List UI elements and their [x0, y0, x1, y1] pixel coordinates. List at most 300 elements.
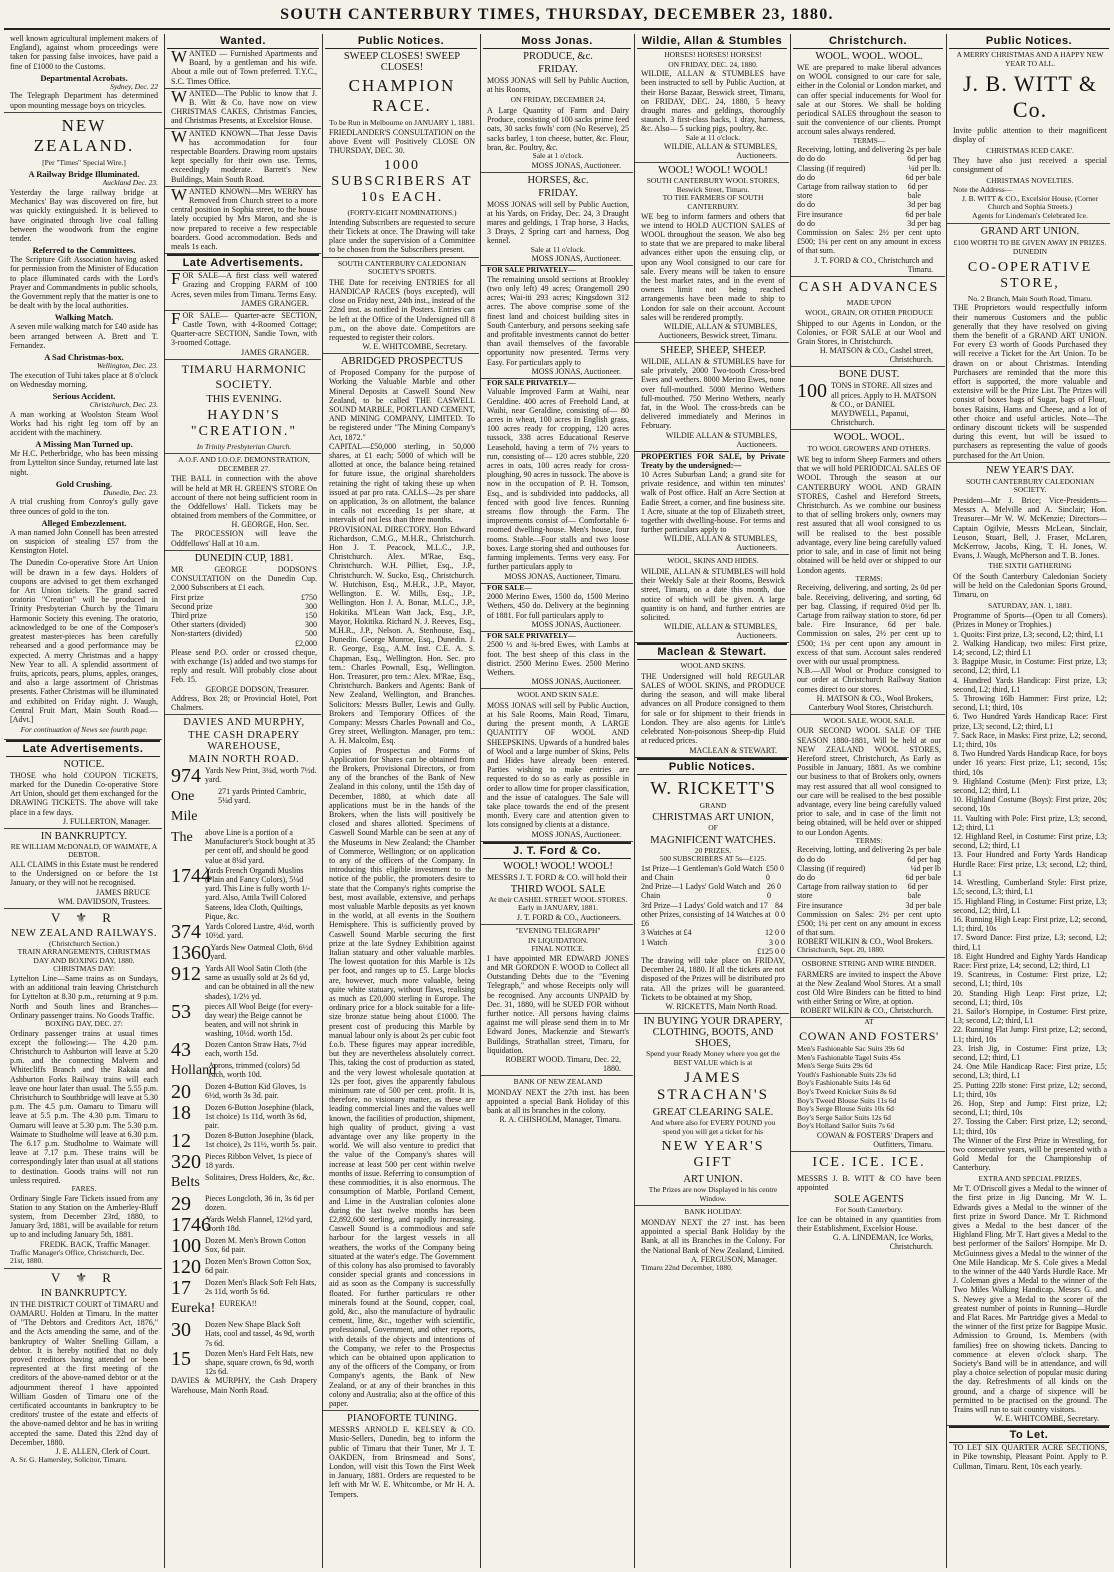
window-text: The Prizes are now Displayed in his centre Window. [648, 1185, 778, 1203]
list-item: 12. Highland Reel, in Costume: First prize, L3; second, L2; third, L1 [953, 832, 1107, 851]
champion-sub: To be Run in Melbourne on JANUARY 1, 1881. [329, 118, 475, 127]
row-value: 6d per bale [905, 172, 941, 182]
wanted-ad-2 [165, 86, 321, 129]
piano-body: MESSRS ARNOLD E. KELSEY & CO. Music-Sellers, Dunedin, beg to inform the public of Timaru that their Tuner, Mr J. T. OAKDEN, from Brinsmead and Sons', London, will visit this Town the First Week in January, 1881. Orders are requested to be left with Mr W. E. Whitcombe, or Mr H. A. Tempers. [329, 1425, 475, 1499]
davies-footer: DAVIES & MURPHY, the Cash Drapery Warehouse, Main North Road. [171, 1376, 317, 1395]
private-2-body: Valuable Improved Farm at Waihi, near Geraldine. 400 acres of Freehold Land, at Waihi, near Geraldine, consisting of— 80 acres in wheat, 100 acres in English grass, 100 acres ready for cropping, 120 acres tussock, 338 acres Educational Reserve Leasehold, having a term of 7½ years to run, consisting of— 120 acres stubble, 220 acres in oats, 100 acres ready for cross-ploughing, 90 acres in tussock. The above is now in the occupation of P. H. Tomson, Esq., and is subdivided into paddocks, all fenced with good live fences. Running streams flow through the Farm. The improvements consist of— Comfortable 6-roomed dwelling-house. Men's house, four rooms. Stable—Four stalls and two loose boxes. Large storing shed and outhouses for farming implements. Terms very easy. For further particulars apply to [487, 387, 629, 572]
bone-heading: BONE DUST. [838, 369, 900, 381]
for-south-canterbury: For South Canterbury. [835, 1205, 903, 1215]
table-row [797, 154, 941, 163]
boxing-day-heading: BOXING DAY, DEC. 27: [45, 1018, 123, 1028]
new-years-gift: NEW YEAR'S GIFT [661, 1139, 765, 1171]
row-label: do do do [797, 854, 825, 864]
wool-sale-body: OUR SECOND WOOL SALE OF THE SEASON 1880-1881, Will be held at our NEW ZEALAND WOOL STORES, Hereford street, Christchurch, As Early as Possible in January, 1881. As we combine our business to that of Brokers only, owners may rest assured that all wool consigned to our care will be realised to the best possible advantage, every line being carefully valued prior to sale, and in case of the limit not being obtained, will be held over or shipped to our London Agents. [797, 726, 941, 837]
programme: Programme of Sports—(Open to all Comers). (Prizes in Money or Trophies.) [953, 611, 1107, 630]
wildie-wool-body: WE beg to inform farmers and others that we intend to HOLD AUCTION SALES of WOOL throughout the season. We also beg to state that we are prepared to make liberal advances either upon the ensuing clip, or upon any Wool consigned to our care for sale. Every means will be taken to ensure the best market rates, and in the event of owners limit not being reached arrangements have been made to ship to London for sale on their account. Account sales will be rendered promptly. [641, 211, 785, 322]
list-item [171, 1131, 317, 1151]
private-2-heading: FOR SALE PRIVATELY— [487, 377, 576, 387]
list-item: 23. Irish Jig, in Costume: First prize, L3; second, L2; third, L1 [953, 1043, 1107, 1062]
row-value: 6d per bale [905, 209, 941, 219]
piano-tuning-ad [323, 1413, 479, 1501]
bone-body: TONS in STORE. All sizes and all prices. Apply to H. MATSON & CO., or DANIEL MAYDWELL, Papanui, Christchurch. [831, 381, 937, 428]
cup-total: £2,000 [295, 638, 317, 648]
row-label: Classing (if required) [797, 163, 866, 173]
piano-heading: PIANOFORTE TUNING. [346, 1413, 457, 1425]
bone-dust-ad [791, 369, 945, 430]
item-text: Pieces Ribbon Velvet, 1s piece of 18 yards. [205, 1152, 312, 1171]
fares-signature: FREDK. BACK, Traffic Manager. [39, 1239, 150, 1249]
christchurch-title: Christchurch. [793, 34, 943, 49]
wanted-4-text: WANTED KNOWN—Mrs WERRY has Removed from Church street to a more central position in Sophia street, to the house lately occupied by Mrs Maron, and she is now prepared to receive a few respectable boarders. Good accommodation. Beds and meals 1s each. [171, 184, 317, 252]
wanted-ad-1 [165, 49, 321, 89]
ford-signature: J. T. FORD & CO., Auctioneers. [516, 912, 621, 922]
wildie-horses-heading: HORSES! HORSES! HORSES! [664, 50, 762, 59]
made-upon: MADE UPON [846, 297, 892, 307]
list-item: 8. Two Hundred Yards Handicap Race, for boys under 16 years: First prize, L1; second, 15s; third, 10s [953, 749, 1107, 777]
row-value: £50 0 0 [765, 863, 784, 883]
aof-heading: A.O.F. AND I.O.O.F. DEMONSTRATION, DECEMBER 27. [178, 455, 310, 473]
list-item [171, 1194, 317, 1214]
xmas-heading: A Sad Christmas-box. [44, 352, 124, 363]
produce-day: FRIDAY. [538, 64, 578, 75]
christmas-day-heading: CHRISTMAS DAY: [53, 964, 115, 974]
list-item [171, 1320, 317, 1348]
sc-society-heading: SOUTH CANTERBURY CALEDONIAN SOCIETY. [965, 476, 1095, 495]
bone-row [797, 381, 941, 427]
list-item: 18. Eight Hundred and Eighty Yards Handicap Race: First prize, L4; second, L2; third, L1 [953, 951, 1107, 970]
coop-body: THE Proprietors would respectfully inform their numerous Customers and the public generally that they have resolved on giving them the benefit of a GRAND ART UNION. For every £3 worth of Goods Purchased they will receive a Ticket for the Art Union. To be drawn on or about Christmas. Intending Purchasers are reminded that the more this effort is supported, the more valuable and extensive will be the Prize List. The Prizes will consist of boxes bags of Sugar, bags of Flour, boxes Raisins, Hams and Cheese, and a lot of other choice and useful articles. Note—The ordinary discount tickets will be suspended during this event, but will be issued to purchasers as representing the value of goods purchased for the Art Union. [953, 303, 1107, 460]
list-item: Boy's Fashionable Suits 14s 6d [797, 1078, 891, 1088]
table-row [797, 164, 941, 173]
wanted-ad-3 [165, 126, 321, 187]
maclean-heading: WOOL AND SKINS. [680, 661, 746, 671]
list-item [171, 943, 317, 963]
list-item: Boy's Tweed Blouse Suits 11s 6d [797, 1095, 897, 1105]
item-text: above Line is a portion of a Manufacturer's Stock bought at 35 per cent off, and should be good value at 8¼d yard. [205, 827, 316, 865]
list-item: 6. Two Hundred Yards Handicap Race: First prize, L3; second, L2; third, L1 [953, 712, 1107, 731]
skins-signature: WILDIE, ALLAN & STUMBLES, Auctioneers. [663, 622, 777, 641]
wildie-sheep-heading: SHEEP, SHEEP, SHEEP. [660, 345, 766, 357]
column-3 [322, 34, 479, 1568]
list-item [171, 866, 317, 921]
osborne-body: FARMERS are invited to inspect the Above at the New Zealand Wool Stores. At a small cost Old Wire Binders can be fitted to bind with either String or Wire, at option. [797, 969, 941, 1007]
accident-dateline: Christchurch, Dec. 23. [89, 400, 158, 410]
wilkin-signature: ROBERT WILKIN & CO., Wool Brokers. [797, 937, 933, 947]
produce-items: A Large Quantity of Farm and Dairy Produce, consisting of 100 sacks prime feed oats, 30 sacks fowls' corn (No Reserve), 25 sacks barley, 1 ton cheese, butter, &c. Flour, bran, &c. Poultry, &c. [487, 106, 629, 152]
cash-body: Shipped to our Agents in London, or the Colonies, or FOR SALE at our Wool and Grain Stores, in Christchurch. [797, 318, 941, 347]
ice-text: Ice can be obtained in any quantities from their Establishment, Excelsior House. [797, 1214, 941, 1234]
aof-signature: H. GEORGE, Hon. Sec. [231, 520, 309, 530]
table-row [797, 873, 941, 882]
osborne-heading: OSBORNE STRING AND WIRE BINDER. [801, 958, 937, 968]
item-text: 271 yards Printed Cambric, 5¼d yard. [218, 786, 307, 806]
cf-signature: COWAN & FOSTERS' Drapers and Outfitters, Timaru. [816, 1130, 933, 1149]
union-body: The Dunedin Co-operative Store Art Union will be drawn in a few days. Holders of coupons are advised to get them exchanged for Art Union tickets. The grand sacred oratorio "Creation" will be produced in Trinity Presbyterian Church by the Timaru Harmonic Society this evening. The oratorio, acknowledged to be one of the Composer's greatest master-pieces has been carefully rehearsed and a good performance may be expected. A merry Christmas and a happy New Year to all. A splendid assortment of fruits, apricots, pears, plums, apples, oranges, and also a large assortment of Christmas presents. Father Christmas will be illuminated and exhibited on Friday night. J. Waugh, Central Fruit Mart, Main South Road.—[Advt.] [10, 558, 158, 724]
cup-address: Address, Box 28; or Provincial Hotel, Port Chalmers. [171, 693, 317, 712]
bankruptcy-2-signature: J. E. ALLEN, Clerk of Court. [55, 1447, 150, 1457]
wildie-sheep-signature: WILDIE ALLAN & STUMBLES, Auctioneers. [665, 430, 777, 449]
cup-note: Please send P.O. order or crossed cheque, with exchange (1s) added and two stamps for reply and result. Will probably close about Feb. 15. [171, 647, 317, 685]
main-north-road: MAIN NORTH ROAD. [188, 753, 300, 765]
buying-heading: IN BUYING YOUR DRAPERY, CLOTHING, BOOTS, AND SHOES, [643, 1015, 783, 1049]
row-value: 12 0 0 [765, 928, 785, 938]
item-number: 12 [171, 1130, 191, 1153]
wanted-1-text: WANTED — Furnished Apartments and Board, by a gentleman and his wife. About a mile out of Town preferred. T.Y.C., S.C. Times Office. [171, 47, 317, 86]
rail-body: Yesterday the large railway bridge at Mechanics' Bay was discovered on fire, but was quickly extinguished. It is believed to have originated through live coal falling between the woodwork from the engine tender. [10, 188, 158, 244]
telegraph-body: I have appointed MR EDWARD JONES and MR GORDON F. WOOD to Collect all Outstanding Debts due to the "Evening Telegraph," and whose Receipts only will be recognised. Any accounts UNPAID by Dec. 31, 1880, will be SUED FOR without further notice. All persons having claims against me will please send them in to Mr Edward Jones, Mackenzie and Stewart's Buildings, Strathallan street, Timaru, for liquidation. [487, 953, 629, 1055]
notice-body: THOSE who hold COUPON TICKETS, marked for the Dunedin Co-operative Store Art Union, should get them exchanged for the DRAWING TICKETS. The above will take place in a few days. [10, 770, 158, 817]
missing-heading: A Missing Man Turned up. [35, 439, 133, 450]
item-number: 17 [171, 1277, 191, 1300]
cup-heading: DUNEDIN CUP, 1881. [194, 552, 294, 564]
wildie-title: Wildie, Allan & Stumbles [637, 34, 787, 49]
item-text: Yards New Oatmeal Cloth, 6½d yard. [210, 942, 313, 962]
list-item: 10. Highland Costume (Boys): First prize, 20s; second, 10s [953, 795, 1107, 814]
harmonic-society-ad [165, 362, 321, 455]
table-row [797, 855, 941, 864]
railways-section: (Christchurch Section.) [49, 938, 119, 948]
list-item [171, 1040, 317, 1060]
table-row [171, 611, 317, 620]
cc-terms-list [797, 145, 941, 228]
cowan-fosters-ad [791, 1018, 945, 1152]
properties-heading: PROPERTIES FOR SALE, by Private Treaty by the undersigned:— [641, 451, 785, 470]
growers-heading: TO WOOL GROWERS AND OTHERS. [807, 444, 931, 454]
row-value: 3 0 0 [769, 937, 785, 947]
grand-art-union: GRAND ART UNION. [980, 225, 1080, 237]
cf-list [797, 1045, 941, 1131]
late-ads-title: Late Advertisements. [6, 740, 160, 757]
table-row [797, 182, 941, 200]
horses-body: MOSS JONAS will sell by Public Auction, at his Yards, on Friday, Dec. 24, 3 Draught mares and geldings, 1 Trap horse, 3 Hacks, 3 Drays, 2 Spring cart and harness, Dog kennel. [487, 199, 629, 246]
column-6 [790, 34, 945, 1568]
winner-text: The Winner of the First Prize in Wrestling, for two consecutive years, will be presented with a Gold Medal for the Championship of Canterbury. [953, 1135, 1107, 1173]
item-text: Yards Welsh Flannel, 12½d yard, worth 18d. [206, 1215, 313, 1234]
sweep-ad [323, 51, 479, 258]
table-row [171, 629, 317, 638]
coupon-notice [4, 759, 162, 829]
item-number: 15 [171, 1347, 191, 1370]
bankruptcy-1-body: ALL CLAIMS in this Estate must be rendered to the Undersigned on or before the 1st January, or they will not be recognised. [10, 859, 158, 888]
wildie-horses-on: ON FRIDAY, DEC. 24, 1880. [668, 59, 758, 69]
list-item: 24. One Mile Handicap Race: First prize, L5; second, L3; third, L1 [953, 1062, 1107, 1081]
item-number: 912 [171, 962, 201, 985]
ricketts-grand: GRAND [699, 800, 727, 810]
sole-agents: SOLE AGENTS [834, 1194, 904, 1206]
ricketts-heading: W. RICKETT'S [650, 777, 776, 798]
row-label: do do [797, 218, 815, 228]
commission-2: Commission on Sales: 2½ per cent upto £500; 1¼ per cent on any amount in excess of that sum. [797, 909, 941, 938]
row-value: 6d per bale [907, 882, 928, 901]
walk-heading: Walking Match. [54, 312, 114, 323]
item-number: 18 [171, 1101, 191, 1124]
newspaper-title: SOUTH CANTERBURY TIMES, THURSDAY, DECEMBER 23, 1880. [280, 6, 834, 23]
list-item: 26. Hop, Step and Jump: First prize, L2; second, L1; third, 10s [953, 1098, 1107, 1118]
masthead-rule [4, 28, 1110, 30]
row-label: Second prize [171, 601, 213, 611]
table-row [797, 864, 941, 873]
wool-skin-sale-ad [481, 691, 633, 841]
bankruptcy-1-sub: RE WILLIAM McDONALD, OF WAIMATE, A DEBTOR. [10, 841, 158, 860]
xmas-body: The execution of Tuhi takes place at 8 o'clock on Wednesday morning. [10, 370, 158, 389]
row-value: 6d per bag [907, 854, 941, 864]
ricketts-subs: 500 SUBSCRIBERS AT 5s—£125. [659, 854, 767, 864]
new-years-day: NEW YEAR'S DAY. [986, 464, 1074, 476]
bank-holiday-heading: BANK HOLIDAY. [684, 1207, 742, 1217]
row-label: do do [797, 200, 815, 210]
newspaper-page [4, 34, 1110, 1568]
row-value: ¼d per lb. [908, 163, 941, 173]
davies-murphy-ad [165, 717, 321, 1397]
dunedin-cup-ad [165, 553, 321, 715]
friedlander-text: FRIEDLANDER'S CONSULTATION on the above Event will Positively CLOSE ON THURSDAY, DEC. 30. [329, 127, 475, 155]
notice-signature: J. FULLERTON, Manager. [62, 816, 150, 826]
item-text: Dozen 4-Button Kid Gloves, 1s 6½d, worth 3s 3d. pair. [205, 1081, 307, 1100]
sale-2-text: FOR SALE— Quarter-acre SECTION, Castle Town, with 4-Roomed Cottage; Quarter-acre SECTION, Sandie Town, with 3-roomed Cottage. [171, 308, 317, 348]
bank-holiday-signature: A. FERGUSON, Manager. [691, 1254, 777, 1264]
nz-news [4, 116, 162, 740]
item-text: Solitaires, Dress Holders, &c, &c. [205, 1173, 315, 1183]
saturday-date: SATURDAY, JAN. 1, 1881. [988, 600, 1072, 610]
horses-time: Sale at 11 o'clock. [530, 244, 586, 254]
private-sale-1 [481, 266, 633, 379]
caledonian-gathering-ad [947, 465, 1110, 1426]
wool-skin-heading: WOOL AND SKIN SALE. [517, 690, 599, 700]
item-text: Yards New Print, 3¼d, worth 7½d. yard. [205, 765, 317, 785]
aof-ball-ad [165, 456, 321, 551]
list-item [171, 964, 317, 1001]
maclean-signature: MACLEAN & STEWART. [689, 745, 777, 755]
column-7 [946, 34, 1110, 1568]
late-ads-title-2: Late Advertisements. [167, 254, 319, 271]
cup-prize-list [171, 593, 317, 639]
ice-heading: ICE. ICE. ICE. [812, 1154, 926, 1170]
table-row [797, 219, 941, 228]
produce-date: ON FRIDAY, DECEMBER 24, [510, 95, 606, 105]
list-item: Men's Fashionable Sac Suits 39s 6d [797, 1043, 905, 1053]
coat-of-arms-icon: V ⚜ R [51, 909, 117, 925]
subscribers-heading: 1000 SUBSCRIBERS AT 10s EACH. [331, 158, 473, 206]
ford-wool-heading: WOOL! WOOL! WOOL! [503, 860, 613, 872]
fares-body: Ordinary Single Fare Tickets issued from any Station to any Station on the Amberley-Bluff system, from December 23rd, 1880, to January 3rd, 1881, will be available for return up to and including January 5th, 1881. [10, 1193, 158, 1240]
wool-sale-heading: WOOL SALE. WOOL SALE. [823, 715, 915, 725]
procession-text: The PROCESSION will leave the Oddfellows' Hall at 10 a.m. [171, 529, 317, 548]
ricketts-prize-list [641, 864, 785, 947]
gold-body: A trial crushing from Conroy's gully gave three ounces of gold to the ton. [10, 497, 158, 516]
produce-time: Sale at 1 o'clock. [532, 151, 584, 161]
horses-heading: HORSES, &c. [527, 174, 589, 186]
acro-heading: Departmental Acrobats. [40, 72, 128, 83]
art-union: ART UNION. [683, 1174, 743, 1186]
row-label: 3rd Prize—1 Ladys' Gold watch and 17 other Prizes, consisting of 14 Watches at £6 [641, 900, 771, 929]
osborne-signature: ROBERT WILKIN & CO., Christchurch. [800, 1006, 933, 1016]
sixth-body: Of the South Canterbury Caledonian Society will be held on the Caledonian Sports Ground, Timaru, on [953, 572, 1107, 600]
table-row [797, 200, 941, 209]
cash-signature: H. MATSON & CO., Cashel street, Christchurch. [819, 346, 933, 365]
wildie-wool-signature: WILDIE, ALLAN & STUMBLES, Auctioneers, Beswick street, Timaru. [658, 322, 777, 341]
row-value: £750 [301, 592, 317, 602]
sixth-gathering: THE SIXTH GATHERING [988, 561, 1072, 571]
gold-dateline: Dunedin, Dec. 23. [103, 487, 158, 497]
ricketts-union: CHRISTMAS ART UNION, [652, 812, 774, 824]
list-item: 27. Tossing the Caber: First prize, L2; second, L1; third, 10s [953, 1117, 1107, 1136]
list-item [171, 1349, 317, 1377]
item-text: EUREKA!! [219, 1299, 258, 1309]
gold-heading: Gold Crushing. [55, 478, 113, 489]
sheep-sale-heading: FOR SALE— [487, 582, 532, 592]
nominations: (FORTY-EIGHT NOMINATIONS.) [347, 208, 457, 218]
item-text: Dozen Men's Hard Felt Hats, new shape, square crown, 6s 9d, worth 12s 6d. [205, 1348, 314, 1377]
telegraph-sub: IN LIQUIDATION. [528, 935, 588, 945]
railways-notice [4, 910, 162, 1269]
bnz-heading: BANK OF NEW ZEALAND [513, 1076, 603, 1086]
worth-heading: £100 WORTH TO BE GIVEN AWAY IN PRIZES. [953, 237, 1107, 247]
row-label: 1 Watch [641, 937, 668, 947]
item-number: One Mile [171, 788, 198, 824]
list-item: 5. Throwing 16lb Hammer: First prize, L2; second, L1; third, 10s [953, 694, 1107, 713]
wilkin-wool-sale-ad [791, 717, 945, 958]
ewes-sale-signature: MOSS JONAS, Auctioneer. [531, 677, 621, 687]
xmas-dateline: Wellington, Dec. 23. [96, 361, 158, 371]
item-number: 20 [171, 1080, 191, 1103]
row-label: Non-starters (divided) [171, 629, 242, 639]
row-label: do do [797, 872, 815, 882]
cc-commission: Commission on Sales: 2½ per cent upto £500; 1¼ per cent on any amount in excess of that sum. [797, 228, 941, 256]
item-text: Yards Colored Lustre, 4½d, worth 10½d. yard. [205, 921, 315, 941]
item-text: Yards French Organdi Muslins (Plain and Fancy Colors), 5¼d yard. This Line is fully worth 1/- yard. Also, Attila Twill Colored Sateens, Idea Cloth, Quiltings, Pique, &c. [205, 865, 310, 921]
row-value: 300 [305, 601, 317, 611]
wanted-title: Wanted. [167, 34, 319, 49]
ice-signature: G. A. LINDEMAN, Ice Works, Christchurch. [832, 1233, 933, 1252]
spend-text: Spend your Ready Money where you get the BEST VALUE which is at [646, 1048, 780, 1067]
cash-advances-heading: CASH ADVANCES [798, 279, 940, 295]
bnz-body: MONDAY NEXT the 27th inst. has been appointed a special Bank Holiday of this bank at all its branches in the colony. [487, 1087, 629, 1115]
rail-dateline: Auckland Dec. 23. [102, 178, 158, 188]
sale-2-signature: JAMES GRANGER. [240, 347, 309, 357]
list-item: 2. Walking Handicap, two miles: First prize, L4; second, L2; third L1 [953, 638, 1107, 658]
sheep-sale-body: 2000 Merino Ewes, 1500 do, 1500 Merino Wethers, 450 do. Delivery at the beginning of 1881. For full particulars apply to [487, 592, 629, 620]
note-address: Note the Address— [953, 185, 1013, 195]
ford-christchurch-ad [791, 51, 945, 277]
cup-signature: GEORGE DODSON, Treasurer. [205, 684, 309, 694]
row-value: 3d per bag [907, 218, 941, 228]
row-label: do do do [797, 154, 825, 164]
item-number: 374 [171, 920, 201, 943]
accident-heading: Serious Accident. [52, 391, 116, 402]
bank-holiday-ad [635, 1208, 789, 1274]
row-label: Receiving, lotting, and delivering [797, 145, 905, 155]
bankruptcy-1-sig2: WM. DAVIDSON, Trustees. [57, 896, 150, 906]
wool-skin-signature: MOSS JONAS, Auctioneer. [531, 829, 621, 839]
ref-body: The Scripture Gift Association having asked for permission from the Minister of Education to place illuminated cards with the Lord's Prayer and Commandments in public schools, the Government reply that the matter is one to be dealt with by the local authorities. [10, 255, 158, 311]
private-2-signature: MOSS JONAS, Auctioneer, Timaru. [504, 571, 621, 581]
ford-at: At their CASHEL STREET WOOL STORES. Early in JANUARY, 1881. [488, 894, 628, 913]
cc-signature: J. T. FORD & CO., Christchurch and Timaru. [814, 255, 933, 274]
column-4 [480, 34, 633, 1568]
table-row [797, 210, 941, 219]
telegraph-heading: "EVENING TELEGRAPH" [515, 925, 601, 935]
list-item: 9. Highland Costume (Men): First prize, L3; second, L2; third, L1 [953, 776, 1107, 796]
sheep-sale-signature: MOSS JONAS, Auctioneer. [531, 619, 621, 629]
row-value: 3d per bag [907, 200, 941, 210]
prospectus-text: Copies of Prospectus and Forms of Application for Shares can be obtained from the Brokers, Provisional Directors, or from any of the branches of the Bank of New Zealand in this colony, until the 15th day of December, 1880, at which date all applications must be in the hands of the Brokers, when the lists will positively be closed and shares allotted. Specimens of Caswell Sound Marble can be seen at any of the Museums in New Zealand; the Chamber of Commerce, Wellington; or on application to any of the officers of the Company. In introducing this eligible investment to the notice of the public, the promoters desire to state that the Company's rights comprise the best, most available, extensive, and perhaps most valuable Marble deposits as yet known in the world, at all events in the Southern Hemisphere. This is sufficiently proved by Caswell Sound Marble securing the first prize at the late Sydney Exhibition against Italian statuary and other valuable marbles. The lowest quotation for this Marble is 12s per foot, and ranges up to £5. Large blocks are, however, much more valuable, being quite white statuary, without flaws, realising as much as £20,000 sterling in Europe. The ordinary price for a block suitable for a life-size bronze statue being about £1000. The present cost of producing this Marble by manual labour only is about 2s per cubic foot f.o.b. These figures may appear incredible, but they are nevertheless absolutely correct. This, taking the cost of production as stated, and the very lowest wholesale quotation at 12s per foot, gives the apparently fabulous minimum rate of 500 per cent. profit. It is, therefore, no visionary matter, as these are leading commercial lines and the values well known, the facilities of production, shipment, high quality of product, giving a vast advantage over any like property in the world. We will also venture to predict that the value of the Company's shares will increase at least 500 per cent within twelve months of issue. Referring to consumption of these commodities, it is also enormous. The consumption of Marble, Portland Cement, and Lime in the Australian colonies alone during the last twelve months has been £2,892,600 sterling, and rapidly increasing. Caswell Sound is a commodious and safe harbour for the largest vessels in all weathers, the works of the Company being situated at the water's edge. The Government of this colony has also promised to favorably consider special grants and concessions in aid as soon as the Company is successfully floated. For further particulars re other minerals found at the Sound, copper, coal, gold, &c., also the manufacture of hydraulic cement, lime, &c., together with scientific, professional, Government, and other reports, with details of the objects and intentions of the Company, we refer to the Prospectus which can be obtained upon application to any of the officers of the Company, or from Company's agents, the Bank of New Zealand, or at any of their branches in this colony and Australia; also at the office of this paper. [329, 745, 475, 1408]
private-sale-2 [481, 379, 633, 584]
item-number: 1360 [171, 941, 211, 964]
item-text: Pieces Longcloth, 36 in, 3s 6d per dozen. [205, 1194, 314, 1213]
row-value: 84 0 0 [775, 900, 786, 919]
item-text: Dozen M. Men's Brown Cotton Sox, 6d pair. [205, 1236, 306, 1255]
list-item: 22. Running Flat Jump: First prize, L2; second, L1; third, 10s [953, 1025, 1107, 1044]
bone-number: 100 [797, 380, 827, 403]
notice-heading: NOTICE. [63, 758, 105, 770]
bankruptcy-2 [4, 1270, 162, 1467]
properties-body: 10 Acres Suburban Land; a grand site for private residence, and within ten minutes' walk of Post office. Half an Acre Section at Eadie Street, a corner, and fine business site. 1 Acre, situate at the top of Elizabeth street, together with dwelling-house. For terms and further particulars apply to [641, 470, 785, 535]
skins-body: WILDIE, ALLAN & STUMBLES will hold their Weekly Sale at their Rooms, Beswick street, Timaru, on a date this month, due notice of which will be given. A large quantity is on hand, and further entries are solicited. [641, 567, 785, 623]
champion-race: CHAMPION RACE. [348, 76, 456, 115]
wilkin-date: Christchurch, Sept. 20, 1880. [797, 945, 885, 955]
telegraph-signature: ROBERT WOOD. Timaru, Dec. 22, 1880. [505, 1054, 621, 1073]
list-item: 11. Vaulting with Pole: First prize, L3; second, L2; third, L1 [953, 813, 1107, 832]
christmas-day-body: Lyttelton Line—Same trains as on Sundays, with an additional train leaving Christchurch for Lyttelton at 8.30 p.m., returning at 9 p.m. North and South lines and Branches—Ordinary passenger trains. No Goods Traffic. [10, 973, 158, 1020]
bankruptcy-2-heading: IN BANKRUPTCY. [40, 1287, 128, 1299]
row-label: 2nd Prize—1 Ladys' Gold Watch and Chain [641, 882, 761, 901]
row-label: 1st Prize—1 Gentleman's Gold Watch and Chain [641, 863, 763, 883]
fares-date: Traffic Manager's Office, Christchurch, Dec. 21st, 1880. [10, 1247, 145, 1266]
cup-body: MR GEORGE DODSON'S CONSULTATION on the Dunedin Cup. 2,000 Subscribers at £1 each. [171, 564, 317, 593]
harmonic-evening: THIS EVENING. [206, 393, 282, 405]
skins-heading: WOOL, SKINS AND HIDES. [667, 556, 759, 566]
row-label: Cartage from railway station to store [797, 882, 897, 901]
list-item [171, 922, 317, 942]
wanted-3-text: WANTED KNOWN—That Jesse Davis has accommodation for four respectable Boarders. Drawing room upstairs kept specially for their own use. Terms, exceedingly moderate. Barrett's New Buildings, Main South Road. [171, 126, 317, 184]
list-item: 21. Sailor's Hornpipe, in Costume: First prize, L3; second, L2; third, L1 [953, 1006, 1107, 1026]
cf-heading: COWAN AND FOSTERS' [799, 1028, 939, 1043]
wildie-horses-signature: WILDIE, ALLAN & STUMBLES, Auctioneers. [663, 142, 777, 161]
ricketts-total: £125 0 0 [757, 946, 785, 956]
bnz-ad [481, 1078, 633, 1126]
list-item: Boy's Serge Blouse Suits 10s 6d [797, 1104, 894, 1114]
caledonian-sports-ad [323, 260, 479, 355]
haydn-creation: HAYDN'S "CREATION." [190, 407, 298, 439]
extra-prizes-heading: EXTRA AND SPECIAL PRIZES. [978, 1173, 1082, 1183]
list-item [171, 1082, 317, 1102]
dunedin-label: DUNEDIN [1012, 247, 1048, 257]
wildie-stores: SOUTH CANTERBURY WOOL STORES, Beswick Street, Timaru. [646, 176, 780, 194]
caledonian-signature: W. E. WHITCOMBE, Secretary. [362, 342, 467, 352]
nb-signature: H. MATSON & CO., Wool Brokers, Canterbury Wool Stores, Christchurch. [808, 693, 933, 712]
item-number: 43 [171, 1038, 191, 1061]
nb-text: N.B.—All Wool or Produce consigned to our order at Christchurch Railway Station comes direct to our stores. [797, 666, 941, 694]
railways-arrangements: TRAIN ARRANGEMENTS, CHRISTMAS DAY AND BOXING DAY, 1880. [17, 947, 151, 965]
boxing-day-body: Ordinary passenger trains at usual times except the following:— The 4.20 p.m. Christchurch to Ashburton will leave at 5.20 p.m. and the connecting Malvern and Whitecliffs Branch and the Rakaia and Ashburton Forks Railway trains will each leave one hour later than usual. The 5.55 p.m. Christchurch to Southbridge will leave at 5.30 p.m. The 4.5 p.m. Oamaru to Timaru will leave at 5.5 p.m. The 4.30 p.m. Timaru to Oamaru will leave at 5.30 p.m. The 5.30 p.m. Waimate to Studholme will leave at 6.30 p.m. The 6.17 p.m. Studholme to Waimate will leave at 7.17 p.m. These trains will be correspondingly later than usual at all stations to destination. Goods trains will not run unless required. [10, 1028, 158, 1185]
row-value: 6d per bag [907, 154, 941, 164]
lead-text: well known agricultural implement makers of England), against whom proceedings were taken for passing false invoices, have paid a fine of £1000 to the Customs. [10, 34, 158, 71]
cup-total-row [171, 639, 317, 648]
table-row [797, 901, 941, 910]
row-label: Fire insurance [797, 209, 843, 219]
sale-1-signature: JAMES GRANGER. [240, 298, 309, 308]
maclean-ad [635, 662, 789, 757]
list-item [171, 1215, 317, 1235]
ford-body: MESSRS J. T. FORD & CO. will hold their [487, 872, 627, 882]
nz-wire: [Per "Times" Special Wire.] [42, 157, 126, 167]
row-value: 2s per bale [906, 845, 941, 855]
list-item: Youth's Fashionable Suits 23s 6d [797, 1069, 896, 1079]
list-item: 7. Sack Race, in Masks: First prize, L2; second, L1; third, 10s [953, 730, 1107, 750]
row-label: Cartage from railway station to store [797, 182, 897, 201]
witt-body: Invite public attention to their magnificent display of [953, 126, 1107, 145]
iced-cakes: CHRISTMAS ICED CAKE'. [986, 145, 1074, 155]
